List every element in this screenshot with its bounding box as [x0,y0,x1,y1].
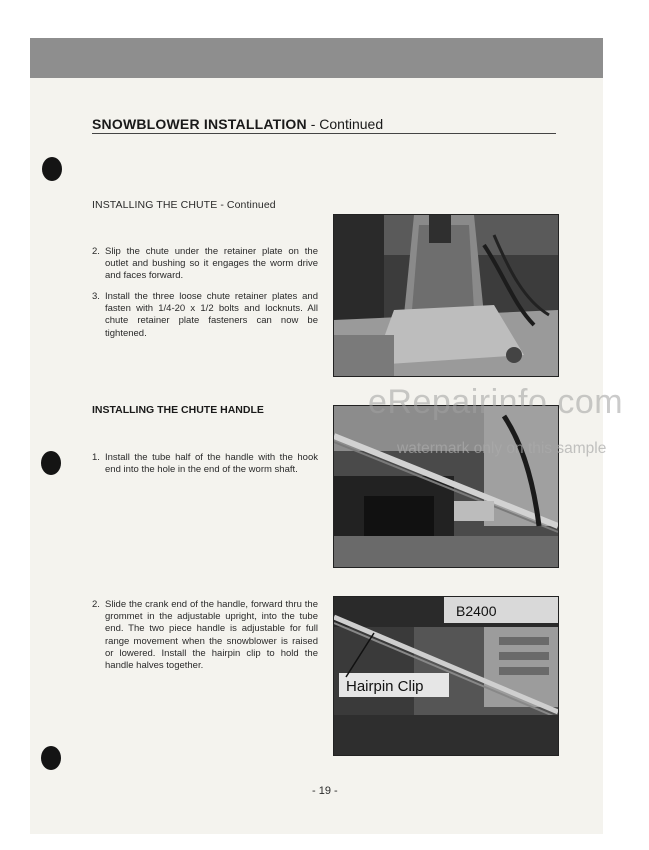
hairpin-clip-photo-illustration [334,597,558,755]
chute-photo [333,214,559,377]
watermark: eRepairinfo.com [368,383,624,421]
binder-hole [41,746,61,770]
step-number: 3. [92,291,100,302]
binder-hole [41,451,61,475]
instruction-step [92,291,318,340]
scan-top-band [30,38,603,78]
header-suffix: - Continued [306,116,384,132]
step-number: 1. [92,452,100,463]
chute-photo-illustration [334,215,558,376]
header-title: SNOWBLOWER INSTALLATION [92,116,307,132]
instruction-step [92,452,318,476]
hairpin-clip-photo [333,596,559,756]
page-header [92,116,556,134]
handle-tube-photo-illustration [334,406,558,567]
step-text: Install the three loose chute retainer plates and fasten with 1/4-20 x 1/2 bolts and locknuts. All chute retainer plate fasteners can now be tightened. [105,291,318,339]
handle-tube-photo [333,405,559,568]
binder-hole [42,157,62,181]
tractor-model-label: B2400 [456,603,497,619]
watermark-caption: watermark only on this sample [397,440,607,457]
step-text: Slide the crank end of the handle, forward thru the grommet in the adjustable upright, into the tube end. The two piece handle is adjustable for full range movement when the snowblower is raised or lowered. Install the hairpin clip to hold the handle halves together. [105,599,318,672]
step-text: Install the tube half of the handle with the hook end into the hole in the end of the worm shaft. [105,452,318,476]
instruction-step [92,246,318,283]
section-subheading: INSTALLING THE CHUTE - Continued [92,199,276,211]
step-number: 2. [92,246,100,257]
step-number: 2. [92,599,100,610]
hairpin-clip-callout: Hairpin Clip [346,678,424,695]
step-text: Slip the chute under the retainer plate on the outlet and bushing so it engages the worm drive and faces forward. [105,246,318,282]
page-number: - 19 - [312,785,338,797]
section-heading: INSTALLING THE CHUTE HANDLE [92,404,264,416]
instruction-step [92,599,318,672]
